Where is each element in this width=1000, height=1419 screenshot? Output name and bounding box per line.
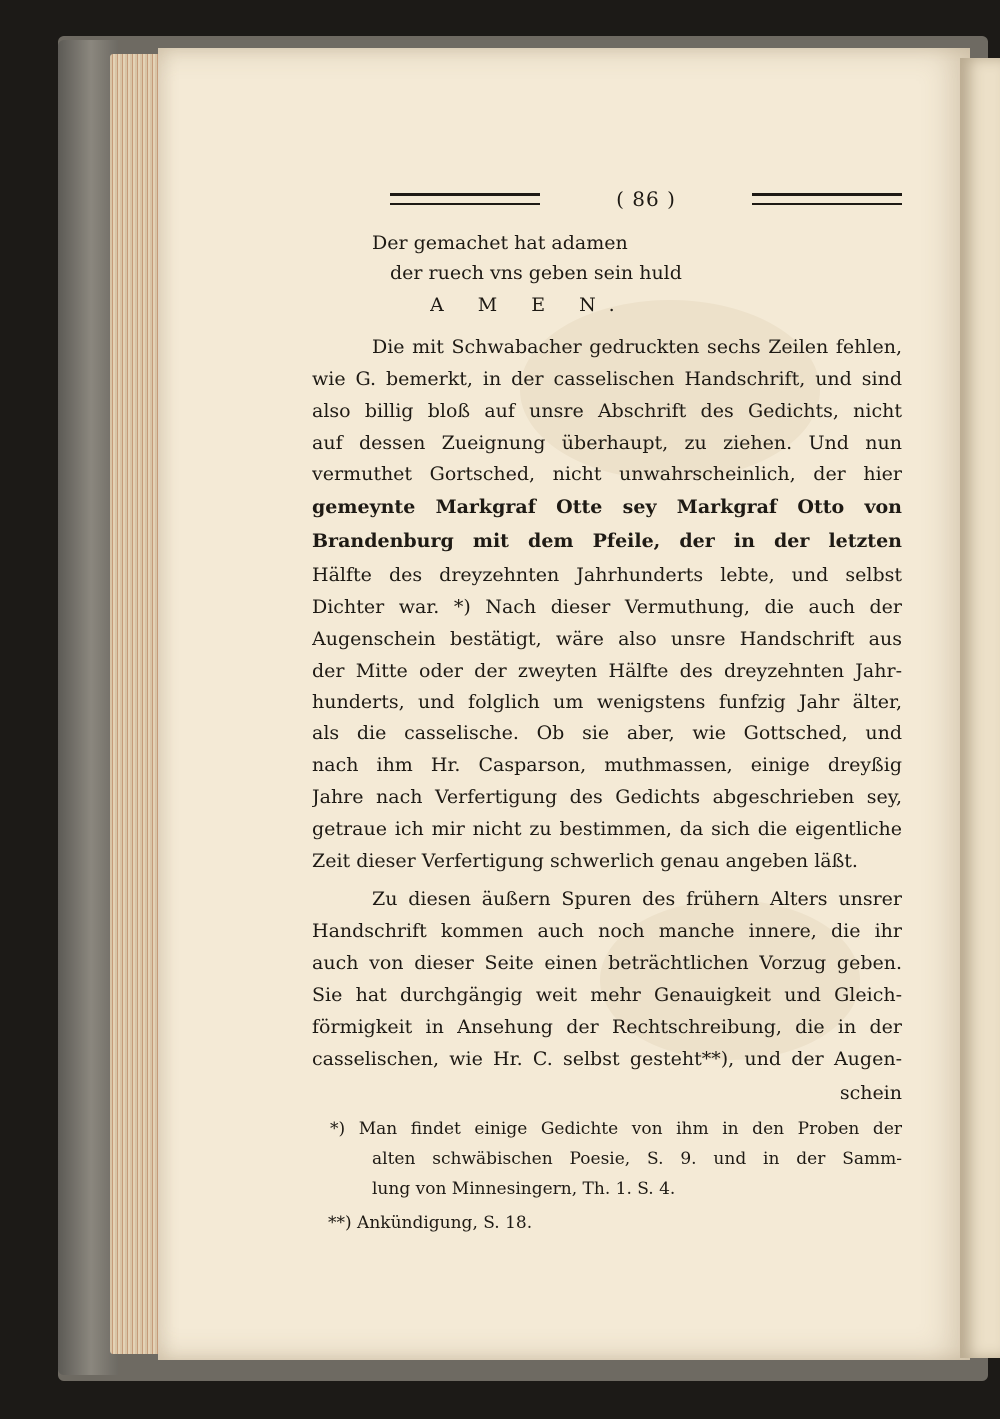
- paragraph-line: Brandenburg mit dem Pfeile, der in der letzten: [312, 530, 902, 552]
- paragraph-line: auch von dieser Seite einen beträchtlichen Vorzug geben.: [312, 952, 902, 974]
- header-rule-right: [752, 193, 902, 205]
- paragraph-line: Sie hat durchgängig weit mehr Genauigkeit und Gleich-: [312, 984, 902, 1006]
- footnote-line: lung von Minnesingern, Th. 1. S. 4.: [372, 1179, 676, 1199]
- catchword: schein: [839, 1082, 902, 1104]
- paragraph-line: wie G. bemerkt, in der casselischen Handschrift, und sind: [312, 368, 902, 390]
- verse-line: der ruech vns geben sein huld: [390, 262, 682, 284]
- paragraph-line: auf dessen Zueignung überhaupt, zu ziehen. Und nun: [312, 432, 902, 454]
- footnote-line: *) Man findet einige Gedichte von ihm in den Proben der: [330, 1119, 902, 1139]
- facing-page-edge: [960, 58, 1000, 1358]
- footnote-line: alten schwäbischen Poesie, S. 9. und in der Samm-: [372, 1149, 902, 1169]
- paragraph-line: also billig bloß auf unsre Abschrift des Gedichts, nicht: [312, 400, 902, 422]
- paragraph-line: Die mit Schwabacher gedruckten sechs Zeilen fehlen,: [372, 336, 902, 358]
- paragraph-line: gemeynte Markgraf Otte sey Markgraf Otto von: [312, 496, 902, 518]
- verse-line: A M E N.: [430, 294, 629, 316]
- paragraph-line: Hälfte des dreyzehnten Jahrhunderts lebte, und selbst: [312, 564, 902, 586]
- paragraph-line: getraue ich mir nicht zu bestimmen, da sich die eigentliche: [312, 818, 902, 840]
- header-rule-left: [390, 193, 540, 205]
- paragraph-line: der Mitte oder der zweyten Hälfte des dreyzehnten Jahr-: [312, 660, 902, 682]
- paragraph-line: Augenschein bestätigt, wäre also unsre Handschrift aus: [312, 628, 902, 650]
- verse-line: Der gemachet hat adamen: [372, 232, 628, 254]
- paragraph-line: Handschrift kommen auch noch manche innere, die ihr: [312, 920, 902, 942]
- paragraph-line: hunderts, und folglich um wenigstens funfzig Jahr älter,: [312, 691, 902, 713]
- paragraph-line: Jahre nach Verfertigung des Gedichts abgeschrieben sey,: [312, 786, 902, 808]
- paragraph-line: Zeit dieser Verfertigung schwerlich genau angeben läßt.: [312, 850, 858, 872]
- paragraph-line: Dichter war. *) Nach dieser Vermuthung, die auch der: [312, 596, 902, 618]
- book-cover-edge: [58, 40, 118, 1375]
- paragraph-line: casselischen, wie Hr. C. selbst gesteht**), und der Augen-: [312, 1048, 902, 1070]
- paragraph-line: nach ihm Hr. Casparson, muthmassen, einige dreyßig: [312, 754, 902, 776]
- paragraph-line: vermuthet Gortsched, nicht unwahrscheinlich, der hier: [312, 463, 902, 485]
- page-number: ( 86 ): [616, 187, 676, 211]
- paragraph-line: förmigkeit in Ansehung der Rechtschreibung, die in der: [312, 1016, 902, 1038]
- footnote-line: **) Ankündigung, S. 18.: [328, 1213, 533, 1233]
- paragraph-line: als die casselische. Ob sie aber, wie Gottsched, und: [312, 722, 902, 744]
- page-header: [390, 184, 902, 214]
- page-stack: [110, 54, 162, 1354]
- paragraph-line: Zu diesen äußern Spuren des frühern Alters unsrer: [372, 888, 902, 910]
